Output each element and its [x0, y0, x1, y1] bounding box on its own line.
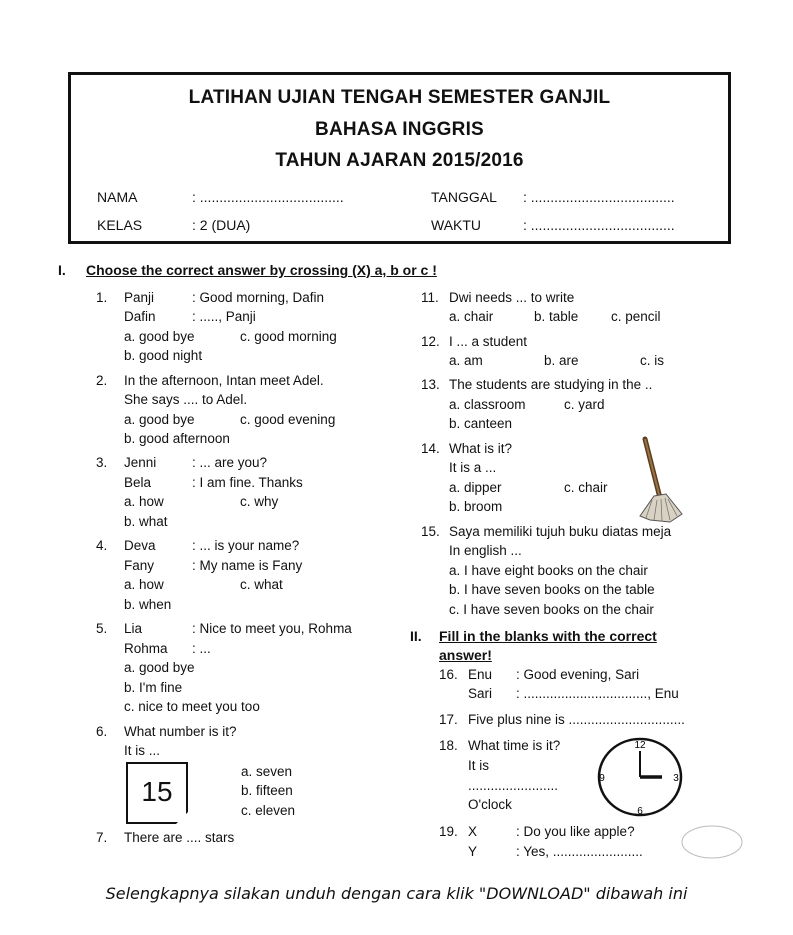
q18-line1: What time is it?	[468, 738, 561, 753]
q4-number: 4.	[96, 538, 108, 553]
card-fold-corner	[176, 812, 188, 824]
q18-blank[interactable]: ........................	[468, 778, 559, 793]
q2-option-b[interactable]: b. good afternoon	[124, 431, 230, 446]
q15-option-a[interactable]: a. I have eight books on the chair	[449, 563, 648, 578]
kelas-value: : 2 (DUA)	[192, 217, 251, 233]
q12-line1: I ... a student	[449, 334, 528, 349]
q19-line1: : Do you like apple?	[516, 824, 635, 839]
q3-option-a[interactable]: a. how	[124, 494, 164, 509]
exam-title: LATIHAN UJIAN TENGAH SEMESTER GANJIL	[188, 87, 611, 108]
q1-speaker2: Dafin	[124, 309, 156, 324]
header-box	[68, 72, 731, 244]
q3-line2: : I am fine. Thanks	[192, 475, 303, 490]
q16-line1: : Good evening, Sari	[516, 667, 640, 682]
q1-option-b[interactable]: b. good night	[124, 348, 203, 363]
clock-label-9: 9	[599, 773, 605, 784]
q3-option-b[interactable]: b. what	[124, 514, 168, 529]
q4-line1: : ... is your name?	[192, 538, 300, 553]
q4-line2: : My name is Fany	[192, 558, 303, 573]
nama-field[interactable]: : .....................................	[192, 189, 344, 205]
section2-instruction-line2: answer!	[439, 647, 492, 663]
waktu-field[interactable]: : .....................................	[523, 217, 675, 233]
q16-speaker1: Enu	[468, 667, 493, 682]
q12-number: 12.	[421, 334, 440, 349]
section2-instruction-line1: Fill in the blanks with the correct	[439, 628, 657, 644]
q14-line2: It is a ...	[449, 460, 497, 475]
q12-option-b[interactable]: b. are	[544, 353, 579, 368]
q4-speaker1: Deva	[124, 538, 156, 553]
nama-label: NAMA	[97, 189, 138, 205]
q5-option-c[interactable]: c. nice to meet you too	[124, 699, 260, 714]
clock-label-12: 12	[634, 740, 646, 751]
q1-option-a[interactable]: a. good bye	[124, 329, 195, 344]
q14-number: 14.	[421, 441, 440, 456]
school-year-title: TAHUN AJARAN 2015/2016	[275, 150, 524, 171]
q6-option-b[interactable]: b. fifteen	[241, 783, 293, 798]
q4-option-a[interactable]: a. how	[124, 577, 164, 592]
q14-option-c[interactable]: c. chair	[564, 480, 608, 495]
q5-speaker2: Rohma	[124, 641, 168, 656]
clock-label-6: 6	[637, 806, 643, 817]
q2-option-c[interactable]: c. good evening	[240, 412, 336, 427]
q18-line2: It is	[468, 758, 490, 773]
q14-line1: What is it?	[449, 441, 513, 456]
q3-speaker2: Bela	[124, 475, 152, 490]
download-note: Selengkapnya silakan unduh dengan cara klik "DOWNLOAD" dibawah ini	[105, 884, 688, 903]
q12-option-a[interactable]: a. am	[449, 353, 483, 368]
section2-number: II.	[410, 628, 422, 644]
q15-line1: Saya memiliki tujuh buku diatas meja	[449, 524, 672, 539]
q15-number: 15.	[421, 524, 440, 539]
q2-line2: She says .... to Adel.	[124, 392, 248, 407]
q1-line1: : Good morning, Dafin	[192, 290, 325, 305]
q11-line1: Dwi needs ... to write	[449, 290, 575, 305]
q11-number: 11.	[421, 290, 439, 305]
q11-option-a[interactable]: a. chair	[449, 309, 494, 324]
q19-speaker2: Y	[468, 844, 478, 859]
q13-option-b[interactable]: b. canteen	[449, 416, 513, 431]
q16-speaker2: Sari	[468, 686, 493, 701]
q6-line1: What number is it?	[124, 724, 237, 739]
number-card	[126, 762, 188, 824]
q1-number: 1.	[96, 290, 108, 305]
q16-line2[interactable]: : ................................., Enu	[516, 686, 679, 701]
q4-speaker2: Fany	[124, 558, 155, 573]
q15-line2: In english ...	[449, 543, 522, 558]
q15-option-c[interactable]: c. I have seven books on the chair	[449, 602, 654, 617]
q6-option-c[interactable]: c. eleven	[241, 803, 296, 818]
q18-line4: O'clock	[468, 797, 512, 812]
q3-option-c[interactable]: c. why	[240, 494, 279, 509]
q5-number: 5.	[96, 621, 108, 636]
apple-illustration	[678, 822, 748, 862]
number-card-value: 15	[141, 776, 173, 807]
q19-line2[interactable]: : Yes, ........................	[516, 844, 643, 859]
waktu-label: WAKTU	[431, 217, 482, 233]
q2-number: 2.	[96, 373, 108, 388]
tanggal-field[interactable]: : .....................................	[523, 189, 675, 205]
q5-speaker1: Lia	[124, 621, 143, 636]
q5-line2: : ...	[192, 641, 211, 656]
subject-title: BAHASA INGGRIS	[315, 119, 484, 140]
q6-option-a[interactable]: a. seven	[241, 764, 293, 779]
q13-option-a[interactable]: a. classroom	[449, 397, 526, 412]
q11-option-b[interactable]: b. table	[534, 309, 579, 324]
q1-option-c[interactable]: c. good morning	[240, 329, 337, 344]
q17-number: 17.	[439, 712, 458, 727]
q5-line1: : Nice to meet you, Rohma	[192, 621, 352, 636]
q7-number: 7.	[96, 830, 108, 845]
q13-line1: The students are studying in the ..	[449, 377, 653, 392]
broom-illustration	[630, 434, 688, 524]
q7-line1: There are .... stars	[124, 830, 235, 845]
clock-label-3: 3	[673, 773, 679, 784]
q1-speaker1: Panji	[124, 290, 155, 305]
section1-number: I.	[58, 262, 66, 278]
q4-option-b[interactable]: b. when	[124, 597, 172, 612]
q12-option-c[interactable]: c. is	[640, 353, 665, 368]
section1-instruction: Choose the correct answer by crossing (X) a, b or c !	[86, 262, 437, 278]
q6-line2: It is ...	[124, 743, 161, 758]
q3-line1: : ... are you?	[192, 455, 268, 470]
q11-option-c[interactable]: c. pencil	[611, 309, 661, 324]
q14-option-a[interactable]: a. dipper	[449, 480, 502, 495]
q18-number: 18.	[439, 738, 458, 753]
q17-line1[interactable]: Five plus nine is ...............................	[468, 712, 685, 727]
clock-illustration	[596, 736, 684, 818]
q3-speaker1: Jenni	[124, 455, 157, 470]
q13-option-c[interactable]: c. yard	[564, 397, 605, 412]
kelas-label: KELAS	[97, 217, 143, 233]
q5-option-a[interactable]: a. good bye	[124, 660, 195, 675]
q16-number: 16.	[439, 667, 458, 682]
q19-number: 19.	[439, 824, 458, 839]
tanggal-label: TANGGAL	[431, 189, 497, 205]
q2-option-a[interactable]: a. good bye	[124, 412, 195, 427]
q3-number: 3.	[96, 455, 108, 470]
q1-line2: : ....., Panji	[192, 309, 256, 324]
q13-number: 13.	[421, 377, 440, 392]
q19-speaker1: X	[468, 824, 478, 839]
q2-line1: In the afternoon, Intan meet Adel.	[124, 373, 324, 388]
q5-option-b[interactable]: b. I'm fine	[124, 680, 183, 695]
q6-number: 6.	[96, 724, 108, 739]
q4-option-c[interactable]: c. what	[240, 577, 283, 592]
q14-option-b[interactable]: b. broom	[449, 499, 503, 514]
q15-option-b[interactable]: b. I have seven books on the table	[449, 582, 655, 597]
